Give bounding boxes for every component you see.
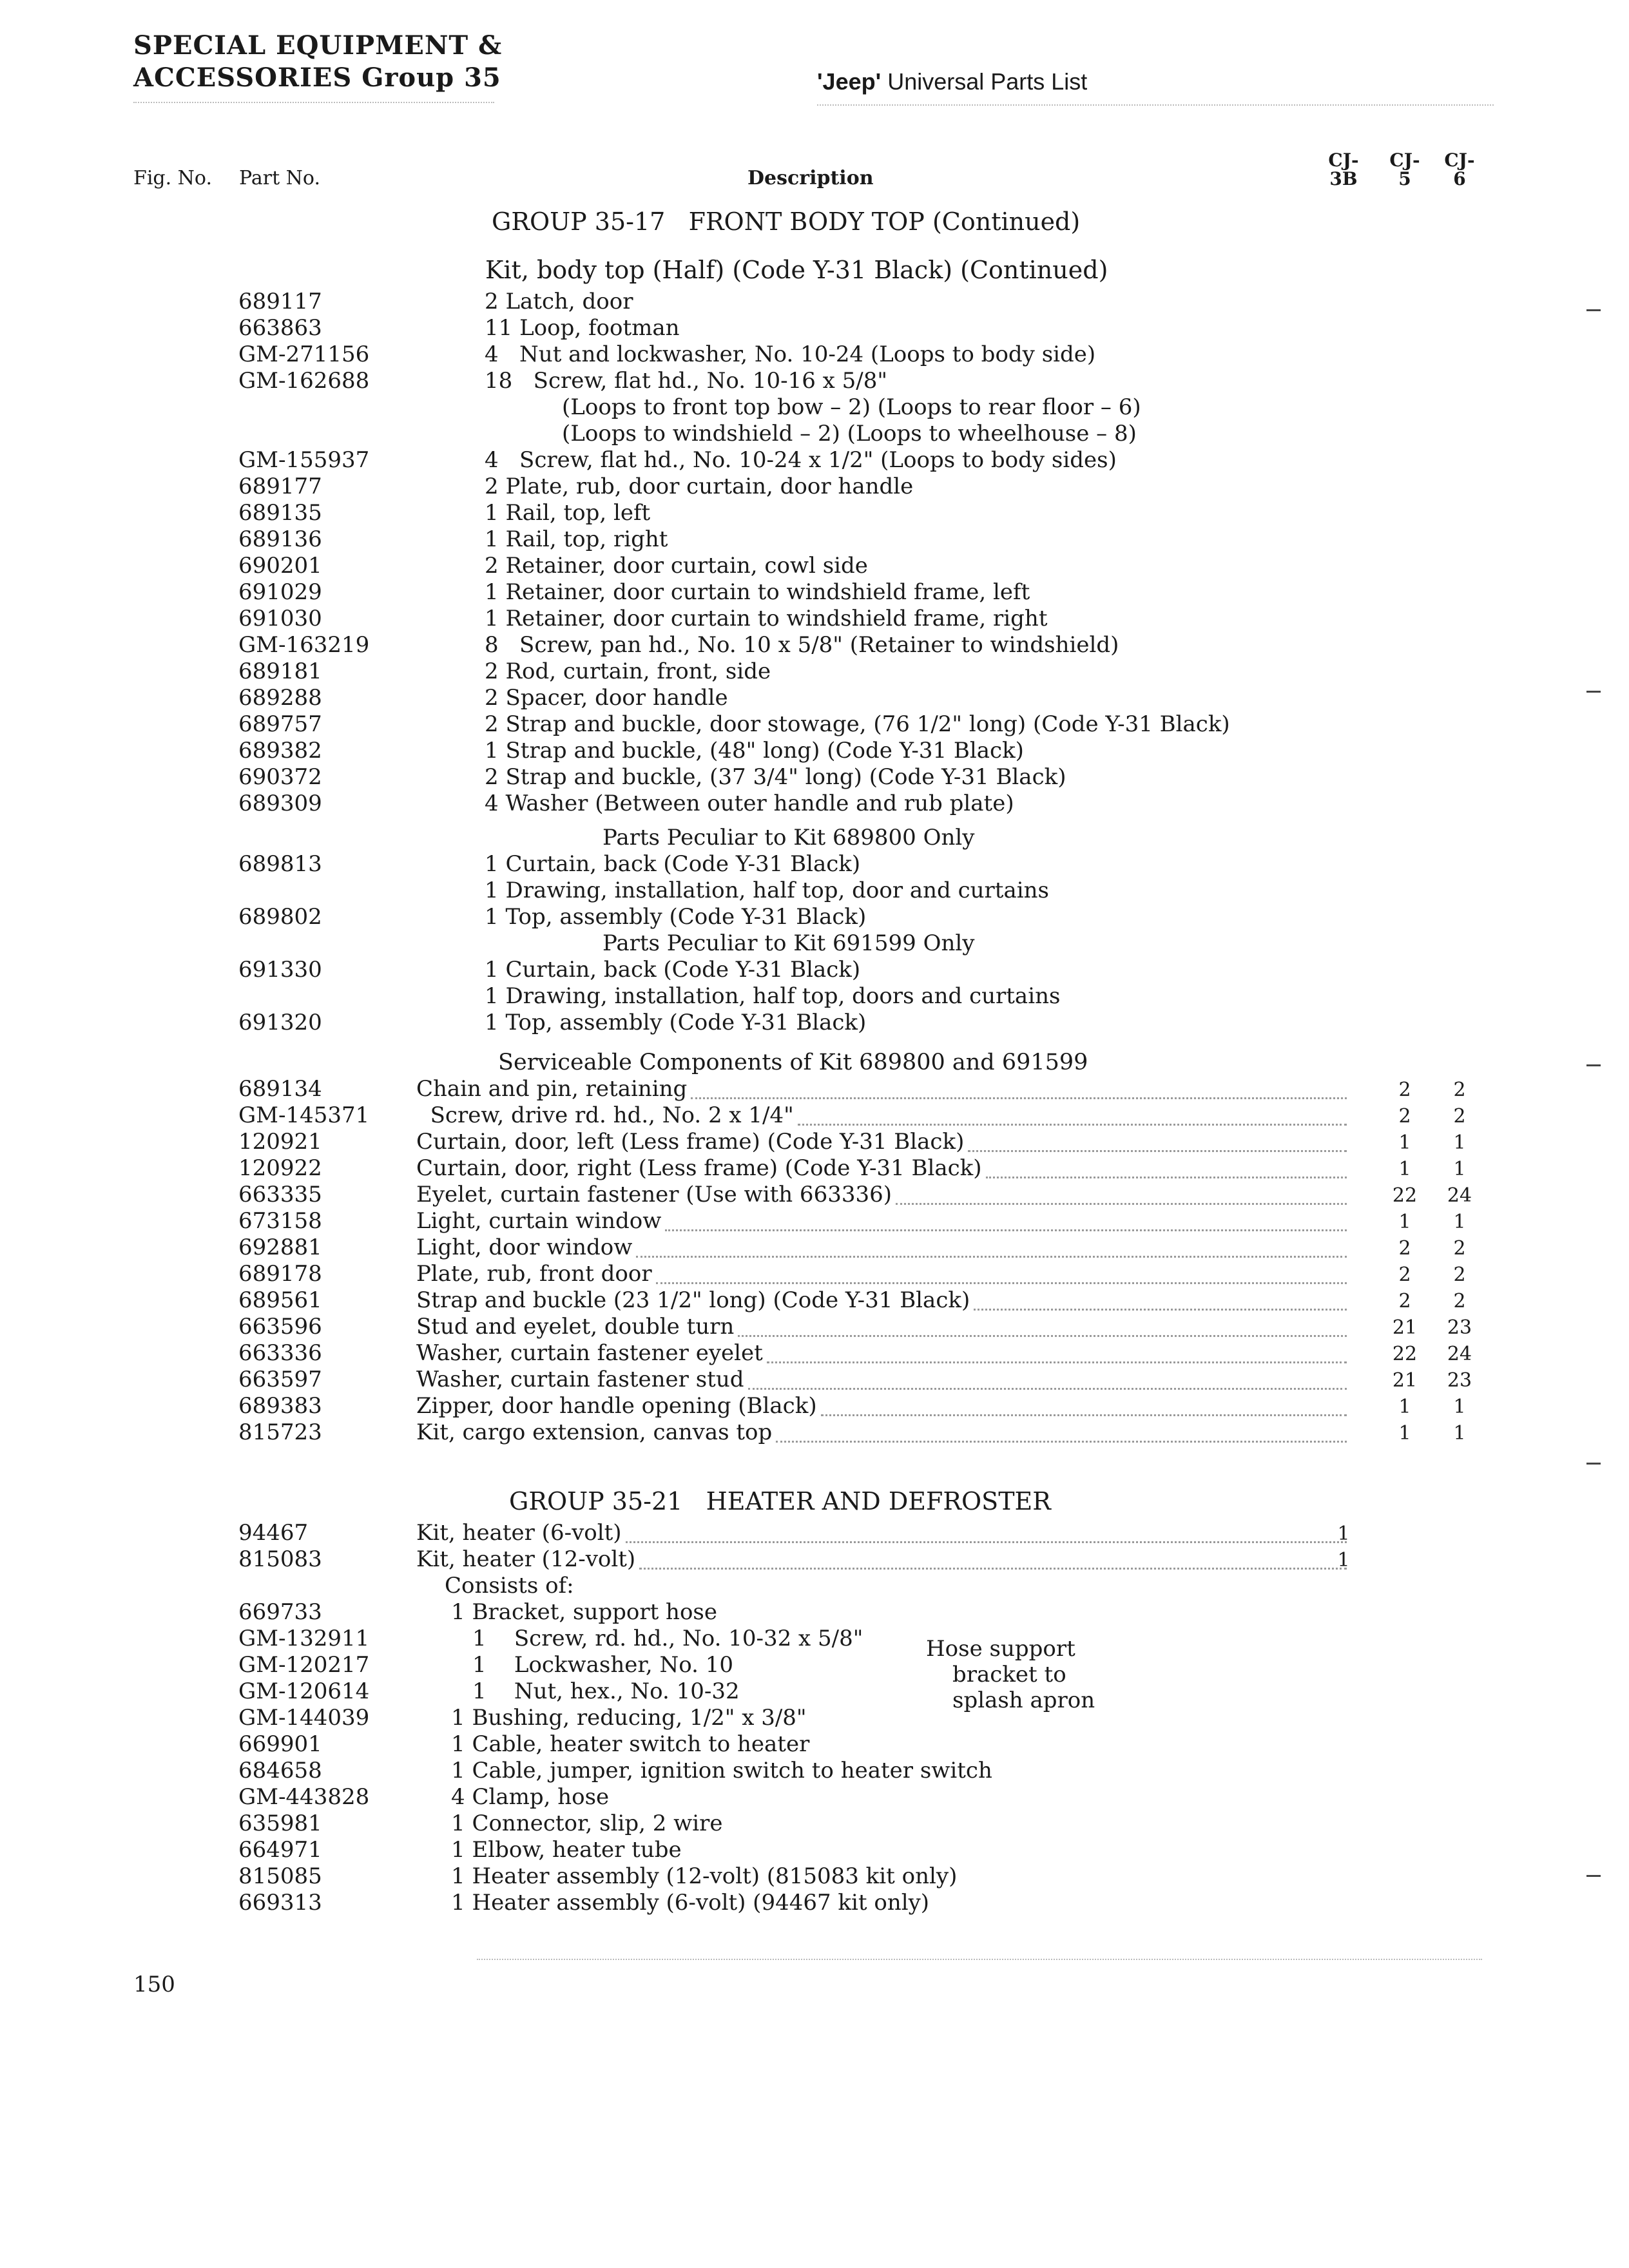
part-description: 1 Top, assembly (Code Y-31 Black) [485,904,867,930]
header-rule [133,102,494,103]
part-description: 1 Rail, top, right [485,526,668,552]
part-number: 689802 [238,904,322,930]
quantity-cj6: 24 [1447,1184,1472,1207]
quantity-cj5: 1 [1398,1422,1411,1445]
quantity-cj5: 1 [1398,1396,1411,1418]
part-description: 1 Nut, hex., No. 10-32 [472,1678,740,1704]
part-number: GM-162688 [238,368,370,394]
part-description: 1 Screw, rd. hd., No. 10-32 x 5/8" [472,1626,863,1651]
part-description: Zipper, door handle opening (Black) [416,1393,817,1419]
part-description: 1 Elbow, heater tube [451,1837,682,1863]
margin-mark [1586,309,1601,311]
part-number: 664971 [238,1837,322,1863]
quantity-cj5: 2 [1398,1264,1411,1286]
part-number: GM-163219 [238,632,370,658]
part-description: Chain and pin, retaining [416,1076,688,1102]
part-number: 815083 [238,1546,322,1572]
part-description: Kit, heater (12-volt) [416,1546,636,1572]
part-description: 1 Cable, heater switch to heater [451,1731,810,1757]
bracket-note: bracket to [952,1662,1066,1687]
quantity-cj5: 22 [1392,1343,1418,1365]
part-description: 1 Heater assembly (6-volt) (94467 kit only) [451,1890,930,1916]
part-number: 94467 [238,1520,309,1546]
part-description: 1 Curtain, back (Code Y-31 Black) [485,957,861,983]
dot-leader [691,1095,1347,1099]
part-description: Washer, curtain fastener stud [416,1367,744,1392]
dot-leader [986,1174,1347,1178]
quantity-cj5: 2 [1398,1237,1411,1260]
dot-leader [776,1438,1347,1443]
column-header-cj6: CJ- 6 [1444,149,1475,190]
part-description: Washer, curtain fastener eyelet [416,1340,763,1366]
part-number: 689178 [238,1261,322,1287]
part-description: 1 Drawing, installation, half top, door and curtains [485,878,1049,903]
part-description: Curtain, door, right (Less frame) (Code Y-31 Black) [416,1155,982,1181]
dot-leader [665,1227,1347,1231]
part-number: 689288 [238,685,322,711]
part-description: Eyelet, curtain fastener (Use with 663336) [416,1182,892,1207]
part-description: Plate, rub, front door [416,1261,652,1287]
title-rest: Universal Parts List [881,68,1088,95]
quantity-cj5: 1 [1398,1131,1411,1154]
part-number: 691320 [238,1010,322,1035]
part-number: 635981 [238,1811,322,1836]
part-description: 2 Rod, curtain, front, side [485,658,771,684]
column-header-cj3b: CJ- 3B [1328,149,1359,190]
part-description: (Loops to windshield – 2) (Loops to wheelhouse – 8) [562,421,1137,447]
part-number: 690201 [238,553,322,579]
part-description: 1 Curtain, back (Code Y-31 Black) [485,851,861,877]
bracket-note: splash apron [952,1687,1095,1713]
part-number: 692881 [238,1235,322,1260]
kit-subtitle: Kit, body top (Half) (Code Y-31 Black) (Continued) [485,256,1108,284]
quantity-cj5: 1 [1398,1158,1411,1180]
dot-leader [798,1121,1347,1126]
dot-leader [821,1412,1347,1416]
part-number: 691029 [238,579,322,605]
part-description: 11 Loop, footman [485,315,680,341]
part-description: Kit, heater (6-volt) [416,1520,622,1546]
dot-leader [626,1539,1347,1543]
part-description: 2 Latch, door [485,289,633,314]
bracket-note: Hose support [926,1636,1075,1662]
column-header-fig-no: Fig. No. [133,167,213,189]
quantity-cj5: 21 [1392,1316,1418,1339]
part-number: 663596 [238,1314,322,1340]
margin-mark [1586,1064,1601,1066]
part-number: 689135 [238,500,322,526]
section-heading-line2: ACCESSORIES Group 35 [133,62,501,93]
quantity-cj6: 1 [1453,1158,1466,1180]
quantity-cj6: 1 [1453,1396,1466,1418]
subsection-title: Parts Peculiar to Kit 691599 Only [602,930,975,956]
part-number: 689181 [238,658,322,684]
quantity-cj5: 2 [1398,1290,1411,1312]
quantity-cj3b: 1 [1337,1523,1350,1545]
part-number: 689177 [238,474,322,499]
part-number: 669733 [238,1599,322,1625]
part-description: 2 Strap and buckle, (37 3/4" long) (Code Y-31 Black) [485,764,1066,790]
part-description: 1 Drawing, installation, half top, doors and curtains [485,983,1061,1009]
part-number: 663597 [238,1367,322,1392]
part-description: 18 Screw, flat hd., No. 10-16 x 5/8" [485,368,887,394]
part-description: 2 Retainer, door curtain, cowl side [485,553,868,579]
part-description: 1 Top, assembly (Code Y-31 Black) [485,1010,867,1035]
header-rule [817,104,1494,106]
part-number: 663863 [238,315,322,341]
part-description: 4 Screw, flat hd., No. 10-24 x 1/2" (Loops to body sides) [485,447,1117,473]
part-number: 663335 [238,1182,322,1207]
part-number: 815723 [238,1419,322,1445]
quantity-cj6: 2 [1453,1264,1466,1286]
part-description: 8 Screw, pan hd., No. 10 x 5/8" (Retainer to windshield) [485,632,1119,658]
quantity-cj6: 23 [1447,1316,1472,1339]
part-number: GM-271156 [238,341,370,367]
quantity-cj6: 1 [1453,1211,1466,1233]
part-number: 689136 [238,526,322,552]
part-description: 1 Bushing, reducing, 1/2" x 3/8" [451,1705,807,1731]
dot-leader [738,1332,1347,1337]
section-heading-line1: SPECIAL EQUIPMENT & [133,30,503,61]
part-description: Strap and buckle (23 1/2" long) (Code Y-31 Black) [416,1287,970,1313]
quantity-cj6: 2 [1453,1290,1466,1312]
part-number: 690372 [238,764,322,790]
part-description: 2 Spacer, door handle [485,685,728,711]
part-description: (Loops to front top bow – 2) (Loops to rear floor – 6) [562,394,1141,420]
part-description: 1 Bracket, support hose [451,1599,717,1625]
margin-mark [1586,1463,1601,1465]
quantity-cj5: 2 [1398,1105,1411,1128]
part-description: Light, door window [416,1235,633,1260]
footer-rule [477,1959,1482,1960]
part-number: 689813 [238,851,322,877]
quantity-cj5: 22 [1392,1184,1418,1207]
part-number: 689561 [238,1287,322,1313]
part-description: 1 Cable, jumper, ignition switch to heater switch [451,1758,992,1783]
part-number: 684658 [238,1758,322,1783]
quantity-cj3b: 1 [1337,1549,1350,1571]
part-description: 4 Washer (Between outer handle and rub plate) [485,791,1014,816]
quantity-cj5: 21 [1392,1369,1418,1392]
part-description: 2 Plate, rub, door curtain, door handle [485,474,914,499]
part-description: 4 Nut and lockwasher, No. 10-24 (Loops to body side) [485,341,1096,367]
column-header-part-no: Part No. [239,167,320,189]
quantity-cj6: 1 [1453,1131,1466,1154]
part-description: 4 Clamp, hose [451,1784,610,1810]
dot-leader [656,1280,1347,1284]
quantity-cj6: 2 [1453,1079,1466,1101]
part-description: 1 Retainer, door curtain to windshield frame, right [485,606,1048,631]
part-number: 120921 [238,1129,322,1155]
part-number: 663336 [238,1340,322,1366]
dot-leader [748,1385,1347,1390]
part-number: 673158 [238,1208,322,1234]
dot-leader [896,1200,1347,1205]
part-description: Light, curtain window [416,1208,662,1234]
part-number: 689134 [238,1076,322,1102]
dot-leader [767,1359,1347,1363]
quantity-cj6: 2 [1453,1105,1466,1128]
part-number: GM-144039 [238,1705,370,1731]
part-description: 1 Connector, slip, 2 wire [451,1811,723,1836]
part-description: 1 Lockwasher, No. 10 [472,1652,734,1678]
part-number: 669901 [238,1731,322,1757]
part-number: GM-145371 [238,1102,370,1128]
part-number: GM-120614 [238,1678,370,1704]
part-description: 2 Strap and buckle, door stowage, (76 1/2" long) (Code Y-31 Black) [485,711,1230,737]
quantity-cj6: 1 [1453,1422,1466,1445]
part-number: 815085 [238,1863,322,1889]
part-number: 691330 [238,957,322,983]
document-title [817,68,1087,95]
group-title: GROUP 35-17 FRONT BODY TOP (Continued) [492,207,1081,236]
part-number: 691030 [238,606,322,631]
part-description: Consists of: [445,1573,574,1599]
dot-leader [639,1565,1347,1570]
margin-mark [1586,691,1601,693]
page-number: 150 [133,1972,175,1997]
part-description: Kit, cargo extension, canvas top [416,1419,773,1445]
part-number: 669313 [238,1890,322,1916]
quantity-cj5: 2 [1398,1079,1411,1101]
part-description: 1 Rail, top, left [485,500,651,526]
part-description: Curtain, door, left (Less frame) (Code Y-31 Black) [416,1129,965,1155]
dot-leader [968,1148,1347,1152]
part-number: GM-443828 [238,1784,370,1810]
column-header-cj5: CJ- 5 [1389,149,1420,190]
part-number: GM-155937 [238,447,370,473]
group-title: GROUP 35-21 HEATER AND DEFROSTER [509,1487,1051,1515]
part-description: 1 Retainer, door curtain to windshield frame, left [485,579,1030,605]
margin-mark [1586,1875,1601,1877]
part-number: 120922 [238,1155,322,1181]
dot-leader [636,1253,1347,1258]
part-number: GM-120217 [238,1652,370,1678]
part-description: 1 Heater assembly (12-volt) (815083 kit only) [451,1863,958,1889]
quantity-cj6: 24 [1447,1343,1472,1365]
part-number: GM-132911 [238,1626,370,1651]
subsection-title: Parts Peculiar to Kit 689800 Only [602,825,975,850]
quantity-cj6: 2 [1453,1237,1466,1260]
part-description: Stud and eyelet, double turn [416,1314,735,1340]
part-description: 1 Strap and buckle, (48" long) (Code Y-31 Black) [485,738,1024,764]
quantity-cj6: 23 [1447,1369,1472,1392]
subsection-title: Serviceable Components of Kit 689800 and 691599 [498,1050,1088,1075]
quantity-cj5: 1 [1398,1211,1411,1233]
part-number: 689117 [238,289,322,314]
part-number: 689309 [238,791,322,816]
part-number: 689757 [238,711,322,737]
column-header-description: Description [747,167,874,189]
part-number: 689383 [238,1393,322,1419]
dot-leader [974,1306,1347,1311]
part-number: 689382 [238,738,322,764]
title-brand: 'Jeep' [817,68,882,95]
part-description: Screw, drive rd. hd., No. 2 x 1/4" [416,1102,794,1128]
